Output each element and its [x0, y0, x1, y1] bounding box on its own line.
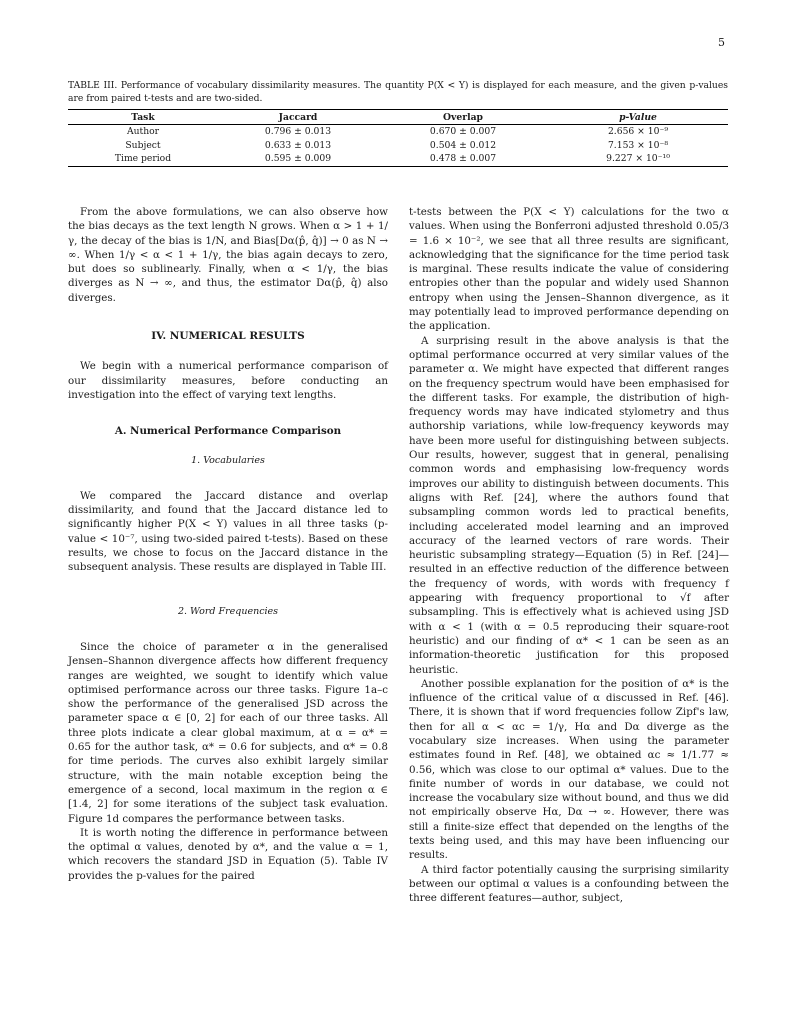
table-cell: 0.670 ± 0.007: [429, 126, 497, 137]
header-jaccard: Jaccard: [278, 112, 318, 123]
right-paragraph-1: t-tests between the P(X < Y) calculations for the two α values. When using the Bonferroni adjusted threshold 0.05/3 = 1.6 × 10⁻², we see that all three results are significant, acknowledging that the significance for the time period task is marginal. These results indicate the value of considering entropies other than the popular and widely used Shannon entropy when using the Jensen–Shannon divergence, as it may potentially lead to improved performance depending on the application.: [409, 206, 729, 333]
vocabularies-heading: 1. Vocabularies: [191, 454, 265, 466]
page-number: 5: [718, 36, 725, 49]
section-heading: IV. NUMERICAL RESULTS: [151, 330, 305, 343]
vocabularies-paragraph: We compared the Jaccard distance and overlap dissimilarity, and found that the Jaccard distance led to significantly higher P(X < Y) values in all three tasks (p-value < 10⁻⁷, using two-sided paired t-tests). Based on these results, we chose to focus on the Jaccard distance in the subsequent analysis. These results are displayed in Table III.: [68, 489, 388, 574]
table-cell: 7.153 × 10⁻⁸: [607, 139, 669, 151]
word-frequencies-paragraph: Since the choice of parameter α in the generalised Jensen–Shannon divergence affects how different frequency ranges are weighted, we sought to identify which value optimised performance across our three tasks. Figure 1a–c show the performance of the generalised JSD across the parameter space α ∈ [0, 2] for each of our three tasks. All three plots indicate a clear global maximum, at α = α* = 0.65 for the author task, α* = 0.6 for subjects, and α* = 0.8 for time periods. The curves also exhibit largely similar structure, with the main notable exception being the emergence of a second, local maximum in the region α ∈ [1.4, 2] for some iterations of the subject task evaluation. Figure 1d compares the performance between tasks.: [68, 640, 388, 825]
table-cell: Author: [126, 126, 160, 137]
table-row: [68, 152, 728, 166]
word-frequencies-heading: 2. Word Frequencies: [177, 605, 279, 617]
right-column: [409, 205, 729, 906]
left-column: [68, 205, 388, 883]
table-cell: 0.478 ± 0.007: [429, 153, 497, 164]
table-cell: 0.796 ± 0.013: [264, 126, 332, 137]
header-p-value: p-Value: [619, 112, 657, 123]
header-overlap: Overlap: [443, 112, 483, 123]
results-table: [68, 109, 728, 167]
table-cell: 9.227 × 10⁻¹⁰: [606, 153, 670, 164]
table-cell: 0.504 ± 0.012: [429, 139, 497, 151]
subsection-heading: A. Numerical Performance Comparison: [114, 425, 342, 438]
table-cell: 0.595 ± 0.009: [264, 153, 332, 164]
right-paragraph-4: A third factor potentially causing the surprising similarity between our optimal α values is a confounding between the three different features—author, subject,: [409, 863, 729, 905]
table-row: [68, 139, 728, 153]
right-paragraph-3: Another possible explanation for the position of α* is the influence of the critical value of α discussed in Ref. [46]. There, it is shown that if word frequencies follow Zipf's law, then for all α < αc = 1/γ, Hα and Dα diverge as the vocabulary size increases. When using the parameter estimates found in Ref. [48], we obtained αc ≈ 1/1.77 ≈ 0.56, which was close to our optimal α* values. Due to the finite number of words in our database, we could not increase the vocabulary size without bound, and thus we did not empirically observe Hα, Dα → ∞. However, there was still a finite-size effect that depended on the lengths of the texts being used, and this may have been influencing our results.: [409, 677, 729, 862]
right-paragraph-2: A surprising result in the above analysis is that the optimal performance occurred at very similar values of the parameter α. We might have expected that different ranges on the frequency spectrum would have been emphasised for the different tasks. For example, the distribution of high-frequency words may have indicated stylometry and thus authorship variations, while low-frequency keywords may have been more useful for distinguishing between subjects. Our results, however, suggest that in general, penalising common words and emphasising low-frequency words improves our ability to distinguish between documents. This aligns with Ref. [24], where the authors found that subsampling common words led to practical benefits, including accelerated model learning and an improved accuracy of the learned vectors of rare words. Their heuristic subsampling strategy—Equation (5) in Ref. [24]—resulted in an effective reduction of the difference between the frequency of words, with words with frequency f appearing with frequency proportional to √f after subsampling. This is effectively what is achieved using JSD with α < 1 (with α = 0.5 reproducing their square-root heuristic) and our finding of α* < 1 can be seen as an information-theoretic justification for this proposed heuristic.: [409, 334, 729, 676]
bias-paragraph: From the above formulations, we can also observe how the bias decays as the text length N grows. When α > 1 + 1/γ, the decay of the bias is 1/N, and Bias[Dα(p̂, q̂)] → 0 as N → ∞. When 1/γ < α < 1 + 1/γ, the bias again decays to zero, but does so sublinearly. Finally, when α < 1/γ, the bias diverges as N → ∞, and thus, the estimator Dα(p̂, q̂) also diverges.: [68, 206, 388, 304]
table-header-row: [68, 110, 728, 125]
word-frequencies-paragraph-2: It is worth noting the difference in performance between the optimal α values, denoted by α*, and the value α = 1, which recovers the standard JSD in Equation (5). Table IV provides the p-values for the paired: [68, 826, 388, 882]
table-cell: Time period: [114, 153, 172, 164]
section-intro-paragraph: We begin with a numerical performance comparison of our dissimilarity measures, before conducting an investigation into the effect of varying text lengths.: [68, 360, 388, 401]
header-task: Task: [131, 112, 155, 123]
table-cell: 2.656 × 10⁻⁹: [607, 126, 669, 137]
table-caption: TABLE III. Performance of vocabulary dissimilarity measures. The quantity P(X < Y) is displayed for each measure, and the given p-values are from paired t-tests and are two-sided.: [68, 80, 728, 104]
table-cell: 0.633 ± 0.013: [264, 139, 332, 151]
table-cell: Subject: [125, 139, 161, 151]
table-row: [68, 125, 728, 139]
